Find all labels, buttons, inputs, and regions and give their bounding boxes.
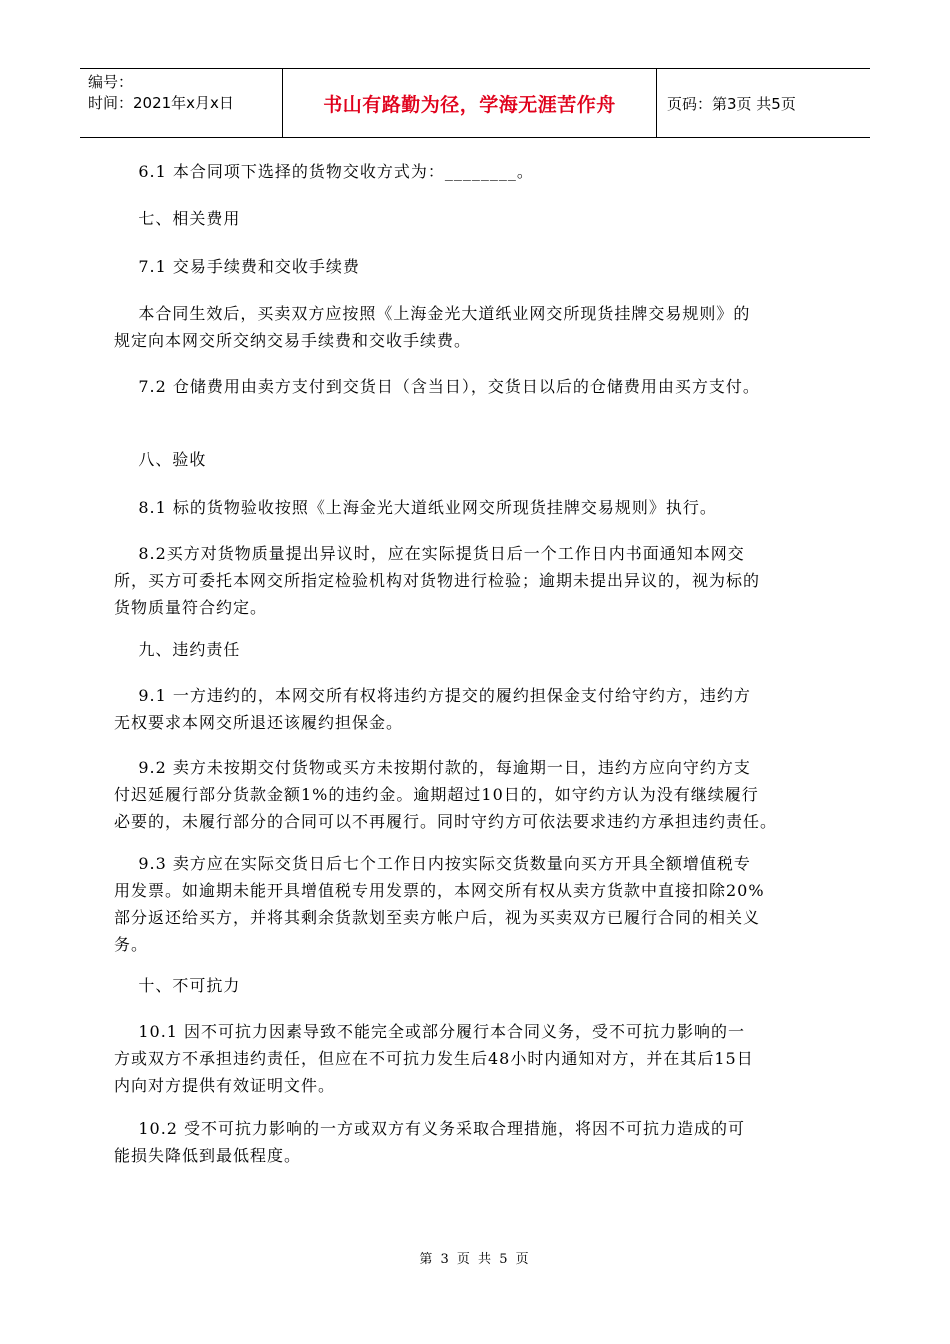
paragraph-10-1: [114, 1018, 854, 1099]
text-line: 10.1 因不可抗力因素导致不能完全或部分履行本合同义务，受不可抗力影响的一: [114, 1022, 746, 1041]
text-line: 九、违约责任: [114, 640, 241, 659]
text-line: 无权要求本网交所退还该履约担保金。: [114, 713, 404, 732]
paragraph-7-1-body: [114, 300, 854, 354]
text-line: 本合同生效后，买卖双方应按照《上海金光大道纸业网交所现货挂牌交易规则》的: [114, 304, 751, 323]
section-heading-10: [114, 972, 854, 999]
text-line: 8.2买方对货物质量提出异议时，应在实际提货日后一个工作日内书面通知本网交: [114, 544, 745, 563]
document-header: [80, 68, 870, 138]
paragraph-9-1: [114, 682, 854, 736]
paragraph-7-2: [114, 373, 854, 400]
text-line: 9.2 卖方未按期交付货物或买方未按期付款的，每逾期一日，违约方应向守约方支: [114, 758, 751, 777]
text-line: 7.1 交易手续费和交收手续费: [114, 257, 360, 276]
text-line: 付迟延履行部分货款金额1%的违约金。逾期超过10日的，如守约方认为没有继续履行: [114, 785, 759, 804]
header-page-label: 页码：第3页 共5页: [667, 94, 796, 113]
text-line: 十、不可抗力: [114, 976, 241, 995]
time-label: 时间：2021年x月x日: [88, 94, 234, 112]
text-line: 规定向本网交所交纳交易手续费和交收手续费。: [114, 331, 472, 350]
text-line: 八、验收: [114, 450, 207, 469]
header-motto: 书山有路勤为径，学海无涯苦作舟: [283, 69, 657, 137]
paragraph-6-1: [114, 158, 854, 185]
text-line: 8.1 标的货物验收按照《上海金光大道纸业网交所现货挂牌交易规则》执行。: [114, 498, 717, 517]
text-line: 10.2 受不可抗力影响的一方或双方有义务采取合理措施，将因不可抗力造成的可: [114, 1119, 746, 1138]
text-line: 货物质量符合约定。: [114, 598, 268, 617]
paragraph-9-2: [114, 754, 854, 835]
page-footer: 第 3 页 共 5 页: [419, 1252, 531, 1267]
text-line: 部分返还给买方，并将其剩余货款划至卖方帐户后，视为买卖双方已履行合同的相关义: [114, 908, 761, 927]
section-heading-8: [114, 446, 854, 473]
text-line: 七、相关费用: [114, 209, 241, 228]
text-line: 必要的，未履行部分的合同可以不再履行。同时守约方可依法要求违约方承担违约责任。: [114, 812, 778, 831]
text-line: 务。: [114, 935, 149, 954]
code-label: 编号：: [88, 73, 134, 91]
text-line: 能损失降低到最低程度。: [114, 1146, 302, 1165]
header-info-cell: [80, 69, 283, 137]
text-line: 所，买方可委托本网交所指定检验机构对货物进行检验；逾期未提出异议的，视为标的: [114, 571, 761, 590]
section-heading-9: [114, 636, 854, 663]
text-line: 用发票。如逾期未能开具增值税专用发票的，本网交所有权从卖方货款中直接扣除20%: [114, 881, 765, 900]
paragraph-7-1: [114, 253, 854, 280]
text-line: 7.2 仓储费用由卖方支付到交货日（含当日），交货日以后的仓储费用由买方支付。: [114, 377, 760, 396]
text-line: 9.3 卖方应在实际交货日后七个工作日内按实际交货数量向买方开具全额增值税专: [114, 854, 751, 873]
paragraph-10-2: [114, 1115, 854, 1169]
section-heading-7: [114, 205, 854, 232]
paragraph-8-1: [114, 494, 854, 521]
paragraph-8-2: [114, 540, 854, 621]
text-line: 9.1 一方违约的，本网交所有权将违约方提交的履约担保金支付给守约方，违约方: [114, 686, 751, 705]
text-line: 方或双方不承担违约责任，但应在不可抗力发生后48小时内通知对方，并在其后15日: [114, 1049, 754, 1068]
paragraph-9-3: [114, 850, 854, 958]
text-line: 内向对方提供有效证明文件。: [114, 1076, 336, 1095]
text-line: 6.1 本合同项下选择的货物交收方式为：________。: [114, 162, 534, 181]
